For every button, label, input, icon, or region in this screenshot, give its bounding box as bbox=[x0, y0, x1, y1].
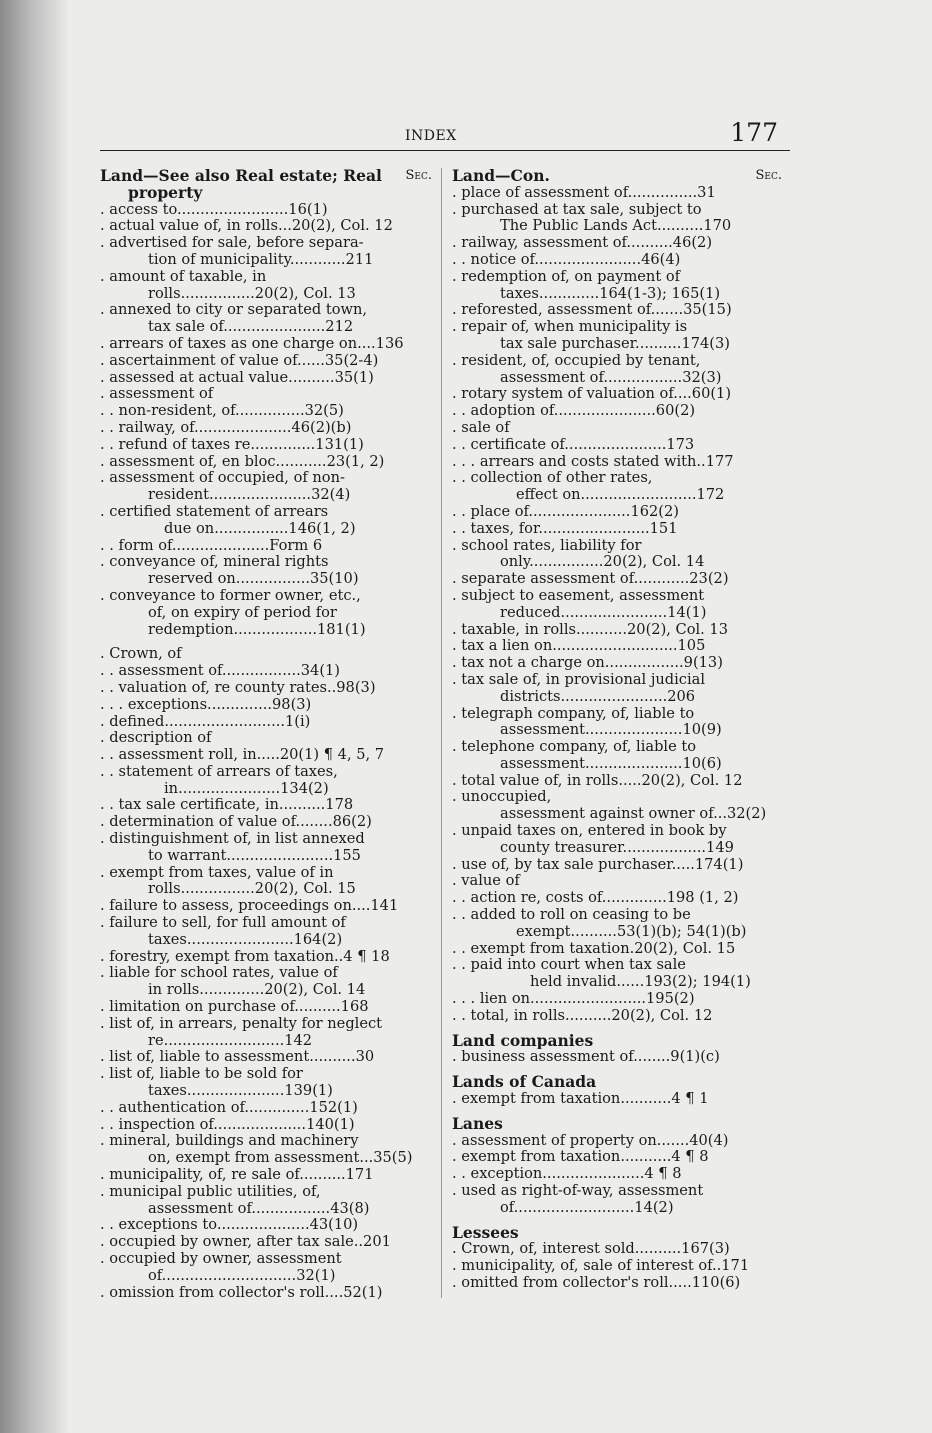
index-entry bbox=[452, 1275, 782, 1292]
entry-text: . . assessment roll, in.....20(1) ¶ 4, 5, 7 bbox=[100, 747, 385, 764]
index-entry bbox=[452, 823, 782, 840]
entry-text: . railway, assessment of..........46(2) bbox=[452, 235, 713, 252]
index-entry bbox=[100, 814, 432, 831]
entry-text: . . authentication of..............152(1) bbox=[100, 1099, 358, 1116]
index-entry bbox=[452, 1241, 782, 1258]
index-entry bbox=[100, 1150, 432, 1167]
index-entry bbox=[100, 554, 432, 571]
entry-text: assessment of.................32(3) bbox=[500, 369, 722, 386]
entry-text: reserved on................35(10) bbox=[148, 571, 359, 588]
entry-text: Lessees bbox=[452, 1224, 519, 1242]
entry-text: . . form of.....................Form 6 bbox=[100, 537, 323, 554]
entry-text: held invalid......193(2); 194(1) bbox=[530, 974, 751, 991]
index-entry bbox=[100, 218, 432, 235]
right-index-column bbox=[452, 168, 782, 1292]
running-title: INDEX bbox=[405, 128, 457, 144]
entry-text: . exempt from taxation...........4 ¶ 8 bbox=[452, 1149, 709, 1166]
index-entry bbox=[100, 697, 432, 714]
entry-text: . . added to roll on ceasing to be bbox=[452, 907, 691, 924]
index-entry bbox=[452, 538, 782, 555]
index-entry bbox=[100, 336, 432, 353]
index-entry bbox=[100, 605, 432, 622]
index-entry bbox=[452, 353, 782, 370]
index-entry bbox=[100, 302, 432, 319]
entry-text: tion of municipality............211 bbox=[148, 251, 374, 268]
index-entry bbox=[452, 789, 782, 806]
index-heading bbox=[452, 1074, 782, 1091]
entry-text: assessment of.................43(8) bbox=[148, 1200, 370, 1217]
entry-text: . advertised for sale, before separa- bbox=[100, 235, 364, 252]
index-entry bbox=[452, 269, 782, 286]
entry-text: taxes.............164(1-3); 165(1) bbox=[500, 285, 721, 302]
index-entry bbox=[452, 437, 782, 454]
index-entry bbox=[100, 915, 432, 932]
index-entry bbox=[452, 252, 782, 269]
entry-text: redemption..................181(1) bbox=[148, 621, 366, 638]
index-entry bbox=[452, 420, 782, 437]
entry-text: . arrears of taxes as one charge on....136 bbox=[100, 335, 404, 352]
index-entry bbox=[100, 1184, 432, 1201]
entry-text: . resident, of, occupied by tenant, bbox=[452, 352, 701, 369]
entry-text: in......................134(2) bbox=[164, 780, 329, 797]
entry-text: . conveyance to former owner, etc., bbox=[100, 587, 361, 604]
index-heading bbox=[452, 1116, 782, 1133]
section-column-label: Sec. bbox=[405, 168, 432, 183]
index-entry bbox=[100, 797, 432, 814]
index-entry bbox=[100, 646, 432, 663]
index-entry bbox=[452, 1091, 782, 1108]
entry-text: . . exception......................4 ¶ 8 bbox=[452, 1166, 682, 1183]
entry-text: . . action re, costs of..............198 (1, 2) bbox=[452, 890, 739, 907]
index-entry bbox=[100, 663, 432, 680]
index-entry bbox=[452, 773, 782, 790]
entry-text: . omitted from collector's roll.....110(6) bbox=[452, 1275, 741, 1291]
index-entry bbox=[100, 353, 432, 370]
index-entry bbox=[100, 932, 432, 949]
index-entry bbox=[100, 403, 432, 420]
index-entry bbox=[100, 521, 432, 538]
entry-text: . municipality, of, sale of interest of..171 bbox=[452, 1258, 750, 1275]
index-entry bbox=[100, 865, 432, 882]
entry-text: . telephone company, of, liable to bbox=[452, 739, 697, 756]
index-entry bbox=[100, 1049, 432, 1066]
index-entry bbox=[452, 924, 782, 941]
index-entry bbox=[100, 571, 432, 588]
entry-text: reduced.......................14(1) bbox=[500, 604, 707, 621]
index-entry bbox=[452, 806, 782, 823]
entry-text: re..........................142 bbox=[148, 1032, 313, 1049]
entry-text: . redemption of, on payment of bbox=[452, 268, 681, 285]
entry-text: . list of, liable to be sold for bbox=[100, 1066, 303, 1083]
entry-text: Lands of Canada bbox=[452, 1074, 597, 1092]
entry-text: . forestry, exempt from taxation..4 ¶ 18 bbox=[100, 948, 390, 965]
index-entry bbox=[100, 881, 432, 898]
index-entry bbox=[452, 487, 782, 504]
index-entry bbox=[452, 890, 782, 907]
entry-text: . municipality, of, re sale of..........171 bbox=[100, 1167, 374, 1184]
index-entry bbox=[100, 202, 432, 219]
index-entry bbox=[100, 269, 432, 286]
entry-text: . assessment of property on.......40(4) bbox=[452, 1132, 729, 1149]
column-divider bbox=[441, 168, 442, 1298]
index-entry bbox=[100, 999, 432, 1016]
entry-text: . tax sale of, in provisional judicial bbox=[452, 671, 706, 688]
entry-text: rolls................20(2), Col. 15 bbox=[148, 881, 356, 898]
entry-text: . access to........................16(1) bbox=[100, 201, 328, 218]
index-heading bbox=[100, 185, 432, 202]
entry-text: . occupied by owner, after tax sale..201 bbox=[100, 1234, 391, 1251]
entry-text: . assessed at actual value..........35(1) bbox=[100, 369, 374, 386]
entry-text: . business assessment of........9(1)(c) bbox=[452, 1049, 720, 1066]
entry-text: taxes.......................164(2) bbox=[148, 931, 343, 948]
index-entry bbox=[452, 403, 782, 420]
entry-text: Land companies bbox=[452, 1032, 594, 1050]
entry-text: assessment.....................10(9) bbox=[500, 722, 722, 739]
entry-text: . total value of, in rolls.....20(2), Col. 12 bbox=[452, 772, 743, 789]
entry-text: . determination of value of........86(2) bbox=[100, 814, 372, 831]
entry-text: . certified statement of arrears bbox=[100, 503, 329, 520]
page-header bbox=[100, 118, 790, 151]
entry-text: . list of, liable to assessment..........30 bbox=[100, 1049, 375, 1066]
entry-text: . . . exceptions..............98(3) bbox=[100, 696, 312, 713]
entry-text: . . tax sale certificate, in..........178 bbox=[100, 797, 354, 814]
index-entry bbox=[452, 386, 782, 403]
entry-text: . amount of taxable, in bbox=[100, 268, 267, 285]
entry-text: assessment against owner of...32(2) bbox=[500, 806, 767, 823]
entry-text: due on................146(1, 2) bbox=[164, 520, 356, 537]
entry-text: Land—Con. bbox=[452, 168, 550, 185]
entry-text: of.............................32(1) bbox=[148, 1267, 336, 1284]
entry-text: county treasurer..................149 bbox=[500, 839, 734, 856]
entry-text: of, on expiry of period for bbox=[148, 604, 337, 621]
entry-text: . actual value of, in rolls...20(2), Col. 12 bbox=[100, 218, 393, 235]
entry-text: . conveyance of, mineral rights bbox=[100, 554, 329, 571]
index-entry bbox=[100, 1234, 432, 1251]
index-entry bbox=[100, 1016, 432, 1033]
entry-text: . . non-resident, of...............32(5) bbox=[100, 403, 344, 420]
entry-text: to warrant.......................155 bbox=[148, 847, 361, 864]
entry-text: only................20(2), Col. 14 bbox=[500, 554, 705, 571]
page-number: 177 bbox=[730, 118, 778, 147]
index-entry bbox=[100, 538, 432, 555]
index-entry bbox=[452, 840, 782, 857]
index-entry bbox=[100, 1268, 432, 1285]
index-entry bbox=[452, 588, 782, 605]
index-entry bbox=[452, 319, 782, 336]
index-entry bbox=[100, 747, 432, 764]
binding-shadow bbox=[0, 0, 70, 1433]
entry-text: . . . lien on.........................195(2) bbox=[452, 991, 695, 1008]
index-entry bbox=[452, 470, 782, 487]
index-entry bbox=[100, 1066, 432, 1083]
entry-text: . . railway, of.....................46(2)(b) bbox=[100, 419, 352, 436]
entry-text: . . paid into court when tax sale bbox=[452, 957, 686, 974]
entry-text: . . inspection of....................140(1) bbox=[100, 1116, 355, 1133]
index-entry bbox=[100, 730, 432, 747]
entry-text: . reforested, assessment of.......35(15) bbox=[452, 302, 732, 319]
entry-text: . Crown, of bbox=[100, 646, 182, 663]
index-entry bbox=[452, 722, 782, 739]
index-entry bbox=[100, 680, 432, 697]
index-entry bbox=[452, 454, 782, 471]
index-entry bbox=[452, 857, 782, 874]
index-entry bbox=[100, 437, 432, 454]
index-entry bbox=[452, 605, 782, 622]
entry-text: . unoccupied, bbox=[452, 789, 552, 806]
entry-text: The Public Lands Act..........170 bbox=[500, 218, 732, 235]
entry-text: . . refund of taxes re..............131(1) bbox=[100, 436, 364, 453]
entry-text: property bbox=[128, 184, 203, 202]
index-entry bbox=[100, 386, 432, 403]
index-entry bbox=[452, 907, 782, 924]
entry-text: . failure to sell, for full amount of bbox=[100, 915, 346, 932]
index-entry bbox=[100, 1100, 432, 1117]
index-entry bbox=[100, 949, 432, 966]
index-entry bbox=[452, 218, 782, 235]
entry-text: . . . arrears and costs stated with..177 bbox=[452, 453, 734, 470]
index-entry bbox=[100, 714, 432, 731]
entry-text: . . certificate of......................173 bbox=[452, 436, 695, 453]
index-entry bbox=[100, 622, 432, 639]
entry-text: . tax not a charge on.................9(13) bbox=[452, 655, 723, 672]
entry-text: . omission from collector's roll....52(1) bbox=[100, 1284, 383, 1301]
index-entry bbox=[452, 706, 782, 723]
entry-text: . tax a lien on...........................105 bbox=[452, 638, 706, 655]
index-entry bbox=[100, 370, 432, 387]
entry-text: . list of, in arrears, penalty for neglect bbox=[100, 1015, 383, 1032]
index-entry bbox=[100, 1285, 432, 1302]
entry-text: . purchased at tax sale, subject to bbox=[452, 201, 702, 218]
entry-text: . exempt from taxation...........4 ¶ 1 bbox=[452, 1091, 709, 1108]
entry-text: . . taxes, for........................151 bbox=[452, 520, 678, 537]
index-entry bbox=[100, 1167, 432, 1184]
entry-text: . . place of......................162(2) bbox=[452, 503, 679, 520]
entry-text: . rotary system of valuation of....60(1) bbox=[452, 386, 732, 403]
index-entry bbox=[452, 202, 782, 219]
entry-text: taxes.....................139(1) bbox=[148, 1083, 333, 1100]
index-entry bbox=[100, 1033, 432, 1050]
index-entry bbox=[452, 571, 782, 588]
index-entry bbox=[100, 487, 432, 504]
index-entry bbox=[452, 655, 782, 672]
entry-text: . . assessment of.................34(1) bbox=[100, 663, 340, 680]
entry-text: . use of, by tax sale purchaser.....174(1) bbox=[452, 856, 744, 873]
index-entry bbox=[452, 622, 782, 639]
entry-text: . municipal public utilities, of, bbox=[100, 1183, 321, 1200]
entry-text: Lanes bbox=[452, 1115, 503, 1133]
entry-text: effect on.........................172 bbox=[516, 487, 725, 504]
entry-text: . failure to assess, proceedings on....141 bbox=[100, 898, 399, 915]
index-heading bbox=[452, 1225, 782, 1242]
index-entry bbox=[100, 1251, 432, 1268]
index-entry bbox=[100, 965, 432, 982]
entry-text: . exempt from taxes, value of in bbox=[100, 864, 334, 881]
entry-text: . assessment of occupied, of non- bbox=[100, 470, 345, 487]
index-entry bbox=[452, 638, 782, 655]
index-entry bbox=[452, 1166, 782, 1183]
index-entry bbox=[100, 588, 432, 605]
index-entry bbox=[100, 504, 432, 521]
entry-text: tax sale purchaser..........174(3) bbox=[500, 335, 730, 352]
entry-text: . assessment of, en bloc...........23(1, 2) bbox=[100, 453, 385, 470]
entry-text: . telegraph company, of, liable to bbox=[452, 705, 695, 722]
index-entry bbox=[100, 764, 432, 781]
index-page bbox=[100, 118, 790, 1301]
index-entry bbox=[452, 185, 782, 202]
entry-text: . ascertainment of value of......35(2-4) bbox=[100, 352, 379, 369]
entry-text: . . exceptions to....................43(10) bbox=[100, 1217, 359, 1234]
index-entry bbox=[452, 302, 782, 319]
entry-text: . place of assessment of...............31 bbox=[452, 184, 716, 201]
entry-text: . liable for school rates, value of bbox=[100, 965, 338, 982]
entry-text: assessment.....................10(6) bbox=[500, 755, 722, 772]
entry-text: . . statement of arrears of taxes, bbox=[100, 763, 338, 780]
index-entry bbox=[100, 454, 432, 471]
index-entry bbox=[452, 336, 782, 353]
entry-text: rolls................20(2), Col. 13 bbox=[148, 285, 356, 302]
index-entry bbox=[452, 957, 782, 974]
index-entry bbox=[100, 781, 432, 798]
index-entry bbox=[452, 689, 782, 706]
index-entry bbox=[452, 941, 782, 958]
index-entry bbox=[100, 1083, 432, 1100]
index-entry bbox=[452, 1200, 782, 1217]
index-heading bbox=[452, 168, 782, 185]
index-entry bbox=[100, 1217, 432, 1234]
index-entry bbox=[452, 1149, 782, 1166]
entry-text: tax sale of......................212 bbox=[148, 319, 354, 336]
index-entry bbox=[100, 319, 432, 336]
index-entry bbox=[452, 504, 782, 521]
index-entry bbox=[452, 1133, 782, 1150]
entry-text: . Crown, of, interest sold..........167(3) bbox=[452, 1241, 730, 1258]
index-heading bbox=[452, 1033, 782, 1050]
entry-text: exempt..........53(1)(b); 54(1)(b) bbox=[516, 923, 747, 940]
index-entry bbox=[100, 898, 432, 915]
index-entry bbox=[452, 370, 782, 387]
entry-text: . description of bbox=[100, 730, 212, 747]
entry-text: . subject to easement, assessment bbox=[452, 587, 705, 604]
entry-text: . distinguishment of, in list annexed bbox=[100, 831, 365, 848]
index-entry bbox=[100, 982, 432, 999]
index-entry bbox=[452, 739, 782, 756]
entry-text: . taxable, in rolls...........20(2), Col. 13 bbox=[452, 621, 729, 638]
entry-text: resident......................32(4) bbox=[148, 487, 351, 504]
entry-text: . occupied by owner, assessment bbox=[100, 1251, 342, 1267]
index-entry bbox=[100, 252, 432, 269]
entry-text: . . notice of.......................46(4) bbox=[452, 251, 681, 268]
index-entry bbox=[452, 974, 782, 991]
index-entry bbox=[100, 286, 432, 303]
index-entry bbox=[100, 848, 432, 865]
entry-text: . annexed to city or separated town, bbox=[100, 302, 368, 319]
entry-text: . . collection of other rates, bbox=[452, 470, 653, 487]
index-entry bbox=[452, 991, 782, 1008]
index-entry bbox=[452, 235, 782, 252]
index-entry bbox=[100, 235, 432, 252]
index-entry bbox=[452, 1258, 782, 1275]
entry-text: . defined..........................1(i) bbox=[100, 713, 311, 730]
entry-text: . limitation on purchase of..........168 bbox=[100, 999, 369, 1016]
entry-text: . . total, in rolls..........20(2), Col. 12 bbox=[452, 1007, 713, 1024]
entry-text: . . valuation of, re county rates..98(3) bbox=[100, 679, 376, 696]
entry-text: . repair of, when municipality is bbox=[452, 319, 688, 336]
index-entry bbox=[100, 470, 432, 487]
entry-text: . . adoption of......................60(2) bbox=[452, 403, 696, 420]
entry-text: . sale of bbox=[452, 419, 510, 436]
index-entry bbox=[100, 1201, 432, 1218]
index-entry bbox=[452, 1008, 782, 1025]
entry-text: . . exempt from taxation.20(2), Col. 15 bbox=[452, 940, 736, 957]
index-entry bbox=[100, 1117, 432, 1134]
entry-text: in rolls..............20(2), Col. 14 bbox=[148, 982, 366, 999]
entry-text: on, exempt from assessment...35(5) bbox=[148, 1150, 413, 1167]
index-entry bbox=[452, 672, 782, 689]
section-column-label: Sec. bbox=[755, 168, 782, 183]
entry-text: Land—See also Real estate; Real bbox=[100, 168, 382, 185]
index-entry bbox=[452, 873, 782, 890]
index-entry bbox=[452, 554, 782, 571]
index-entry bbox=[452, 756, 782, 773]
index-entry bbox=[100, 420, 432, 437]
index-heading bbox=[100, 168, 432, 185]
entry-text: . used as right-of-way, assessment bbox=[452, 1183, 704, 1200]
index-entry bbox=[100, 831, 432, 848]
index-entry bbox=[452, 1049, 782, 1066]
entry-text: of..........................14(2) bbox=[500, 1199, 674, 1216]
entry-text: . unpaid taxes on, entered in book by bbox=[452, 823, 727, 840]
index-entry bbox=[100, 1133, 432, 1150]
left-index-column bbox=[100, 168, 432, 1301]
entry-text: districts.......................206 bbox=[500, 688, 696, 705]
entry-text: . value of bbox=[452, 873, 520, 890]
index-entry bbox=[452, 286, 782, 303]
entry-text: . assessment of bbox=[100, 386, 214, 403]
index-entry bbox=[452, 1183, 782, 1200]
entry-text: . mineral, buildings and machinery bbox=[100, 1133, 359, 1150]
entry-text: . separate assessment of............23(2) bbox=[452, 571, 729, 588]
entry-text: . school rates, liability for bbox=[452, 537, 642, 554]
index-entry bbox=[452, 521, 782, 538]
